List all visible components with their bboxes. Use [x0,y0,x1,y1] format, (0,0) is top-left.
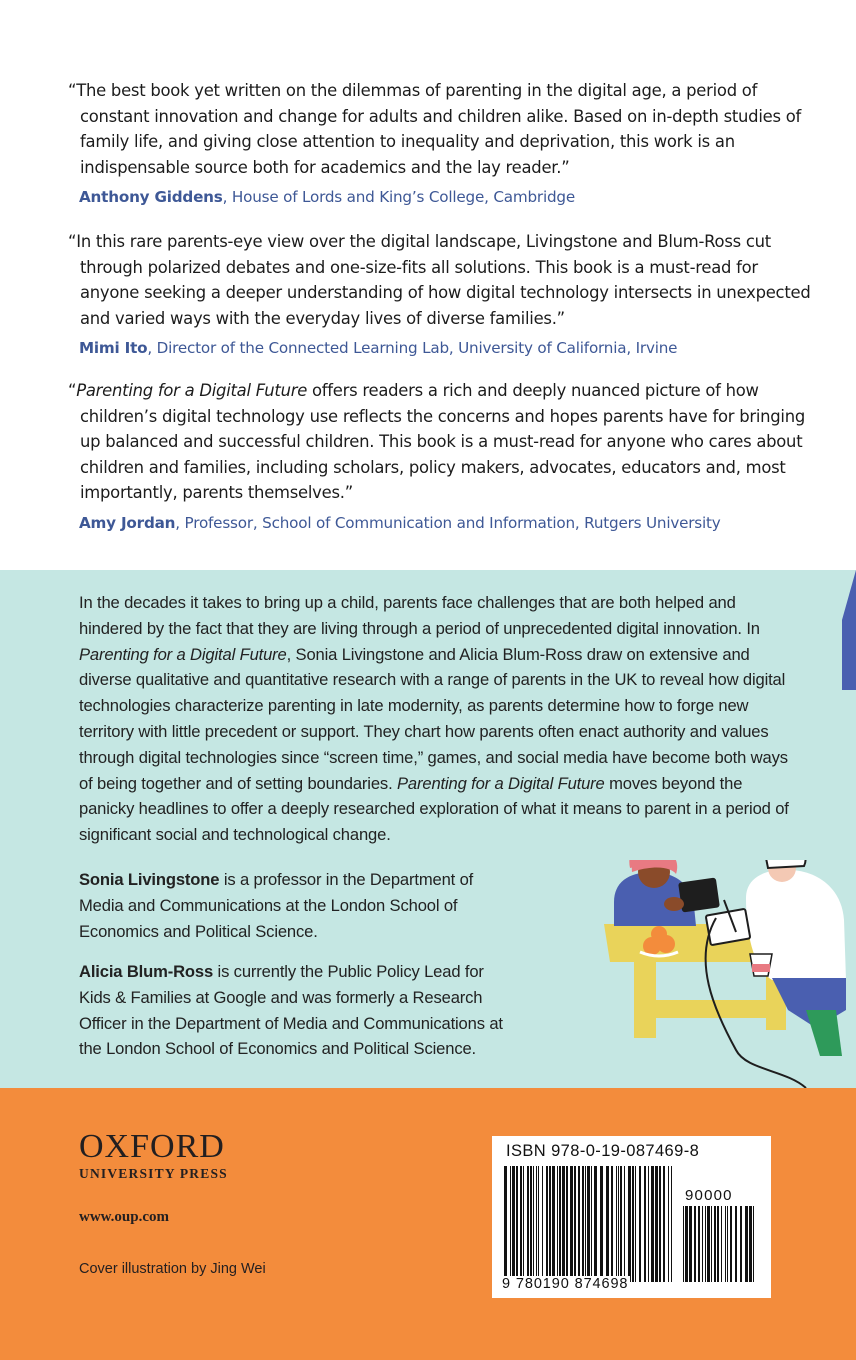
barcode-bar [620,1166,622,1282]
barcode-bar [566,1166,568,1282]
barcode-bar [559,1166,561,1282]
endorsement-text-rest: offers readers a rich and deeply nuanced picture of how children’s digital technology use reflects the concerns and hopes parents have for bringing up balanced and successful children. This book is a must-read for anyone who cares about children and families, including scholars, policy makers, advocates, educators and, most importantly, parents themselves.” [80,381,806,503]
barcode-bar [527,1166,529,1282]
barcode-bar [683,1206,684,1282]
barcode-bar [504,1166,507,1282]
author-name: Alicia Blum-Ross [79,962,214,981]
barcode-bar [523,1166,524,1282]
barcode-bar [512,1166,515,1282]
barcode-bar [542,1166,543,1282]
book-title-italic: Parenting for a Digital Future [76,381,308,400]
barcode-bar [749,1206,752,1282]
barcode-bar [546,1166,548,1282]
author-bio-livingstone [79,867,519,944]
barcode-bar [618,1166,619,1282]
barcode-bar [671,1166,672,1282]
barcode-bar [689,1206,692,1282]
parent-child-illustration [596,860,856,1088]
endorsement-giddens [68,78,820,211]
endorser-affiliation: , Professor, School of Communication and Information, Rutgers University [175,513,721,532]
endorsement-text [68,378,820,506]
barcode-bar [600,1166,603,1282]
endorsement-attribution [68,511,820,537]
endorser-affiliation: , Director of the Connected Learning Lab, University of California, Irvine [147,339,678,358]
publisher-section [0,1088,856,1360]
barcode-addon-bars [683,1206,755,1282]
barcode-bar [659,1166,661,1282]
barcode-bar [717,1206,719,1282]
barcode-bar [714,1206,716,1282]
open-quote: “ [68,381,77,400]
barcode-bar [635,1166,636,1282]
barcode-bar [663,1166,665,1282]
decorative-blue-shape [816,570,856,690]
endorsement-jordan [68,378,820,537]
book-title-italic: Parenting for a Digital Future [397,773,605,793]
barcode-bar [606,1166,609,1282]
barcode-bar [536,1166,537,1282]
endorser-name: Anthony Giddens [79,188,223,207]
barcode-bar [570,1166,573,1282]
barcode-bar [582,1166,584,1282]
barcode-bar [705,1206,706,1282]
endorsement-text: “The best book yet written on the dilemmas of parenting in the digital age, a period of constant innovation and change for adults and children alike. Based on in-depth studies of family life, and giving close attention to inequality and deprivation, this work is an indispensable source both for academics and the lay reader.” [68,81,802,177]
barcode-bar [725,1206,726,1282]
barcode-bar [727,1206,728,1282]
barcode-bar [651,1166,654,1282]
barcode-bar [694,1206,696,1282]
publisher-url[interactable]: www.oup.com [79,1209,170,1225]
author-bio-text: is a professor in the Department of Media and Communications at the London School of Economics and Political Science. [79,870,474,941]
endorser-affiliation: , House of Lords and King’s College, Cambridge [222,188,575,207]
barcode-bar [574,1166,576,1282]
book-title-italic: Parenting for a Digital Future [79,644,287,664]
author-bio-blum-ross [79,959,519,1062]
description-text: In the decades it takes to bring up a child, parents face challenges that are both helped and hindered by the fact that they are living through a period of unprecedented digital innovation. In [79,593,760,638]
barcode-bar [585,1166,586,1282]
barcode-bar [632,1166,634,1282]
publisher-logo [79,1130,228,1182]
barcode-bar [616,1166,617,1282]
barcode-bar [552,1166,555,1282]
endorsement-attribution [68,336,820,362]
barcode-bar [587,1166,590,1282]
endorser-name: Mimi Ito [79,339,148,358]
isbn-label: ISBN 978-0-19-087469-8 [506,1142,700,1160]
barcode-bar [594,1166,597,1282]
book-description [79,590,797,848]
barcode-bar [510,1166,511,1282]
publisher-subname: UNIVERSITY PRESS [79,1166,228,1181]
author-name: Sonia Livingstone [79,870,220,889]
publisher-name: OXFORD [79,1128,225,1165]
isbn-barcode [492,1136,771,1298]
barcode-bar [721,1206,722,1282]
barcode-bar [520,1166,522,1282]
barcode-bar [628,1166,631,1282]
description-section [0,570,856,1088]
barcode-bar [538,1166,539,1282]
endorsement-attribution [68,185,820,211]
endorsement-ito [68,229,820,362]
barcode-bar [648,1166,649,1282]
description-text: moves beyond the panicky headlines to offer a deeply researched exploration of what it means to parent in a period of significant social and technological change. [79,773,789,845]
barcode-bar [707,1206,710,1282]
barcode-bar [745,1206,748,1282]
barcode-digits: 9 780190 874698 [502,1276,629,1292]
barcode-bars [504,1166,674,1282]
barcode-bar [655,1166,658,1282]
cover-credit: Cover illustration by Jing Wei [79,1261,266,1277]
barcode-bar [639,1166,641,1282]
barcode-bar [698,1206,700,1282]
barcode-bar [711,1206,712,1282]
barcode-bar [549,1166,551,1282]
barcode-bar [685,1206,688,1282]
barcode-bar [578,1166,580,1282]
barcode-addon-number: 90000 [685,1187,733,1204]
barcode-bar [668,1166,669,1282]
barcode-bar [702,1206,703,1282]
endorser-name: Amy Jordan [79,513,176,532]
barcode-bar [644,1166,646,1282]
barcode-bar [562,1166,565,1282]
barcode-bar [624,1166,625,1282]
author-bio-text: is currently the Public Policy Lead for Kids & Families at Google and was formerly a Research Officer in the Department of Media and Communications at the London School of Economics and Political Science. [79,962,503,1059]
barcode-bar [557,1166,558,1282]
description-text: , Sonia Livingstone and Alicia Blum-Ross draw on extensive and diverse qualitative and quantitative research with a range of parents in the UK to reveal how digital technologies characterize parenting in late modernity, as parents determine how to forge new territory with little precedent or support. They chart how parents often enact authority and values through digital technologies since “screen time,” games, and social media have become both ways of being together and of setting boundaries. [79,644,788,793]
barcode-bar [530,1166,532,1282]
barcode-bar [533,1166,534,1282]
barcode-bar [611,1166,613,1282]
endorsements-section [0,0,856,570]
barcode-bar [753,1206,754,1282]
barcode-bar [591,1166,592,1282]
barcode-bar [740,1206,742,1282]
barcode-bar [735,1206,737,1282]
barcode-bar [516,1166,518,1282]
barcode-bar [730,1206,732,1282]
endorsement-text: “In this rare parents-eye view over the digital landscape, Livingstone and Blum-Ross cut through polarized debates and one-size-fits all solutions. This book is a must-read for anyone seeking a deeper understanding of how digital technology intersects in unexpected and varied ways with the everyday lives of diverse families.” [68,232,811,328]
